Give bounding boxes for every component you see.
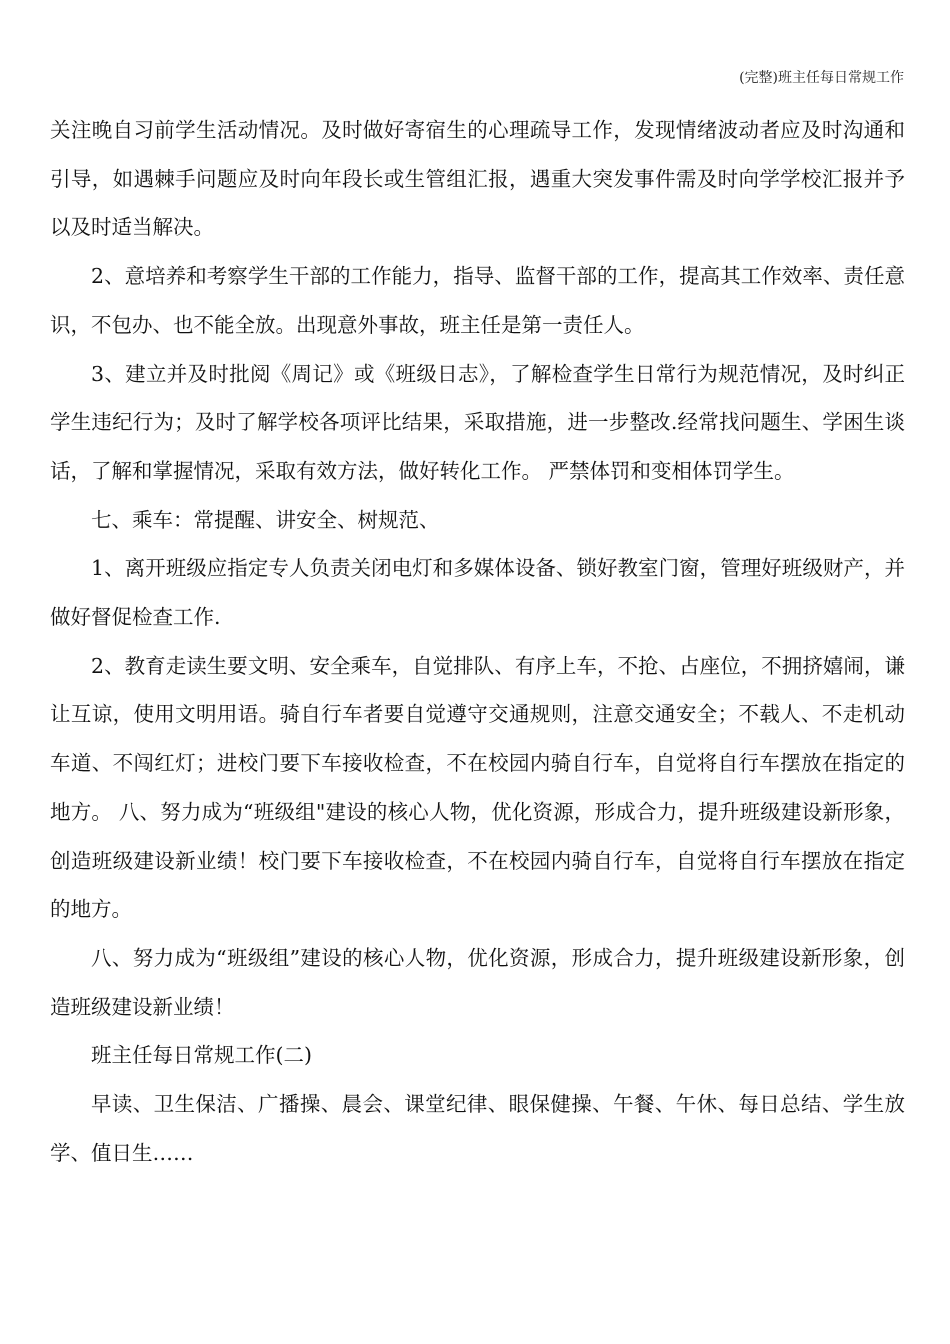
paragraph-item-1-leaving-class: 1、离开班级应指定专人负责关闭电灯和多媒体设备、锁好教室门窗，管理好班级财产，并做好督促检查工作.: [50, 556, 905, 630]
paragraph-continuation: 关注晚自习前学生活动情况。及时做好寄宿生的心理疏导工作，发现情绪波动者应及时沟通和引导，如遇棘手问题应及时向年段长或生管组汇报，遇重大突发事件需及时向学学校汇报并予以及时适当解决。: [50, 118, 905, 240]
paragraph-routine-list: 早读、卫生保洁、广播操、晨会、课堂纪律、眼保健操、午餐、午休、每日总结、学生放学、值日生……: [50, 1092, 905, 1165]
section-heading-riding: 七、乘车：常提醒、讲安全、树规范、: [91, 507, 440, 532]
paragraph-item-3-weekly-journal: 3、建立并及时批阅《周记》或《班级日志》，了解检查学生日常行为规范情况，及时纠正学生违纪行为；及时了解学校各项评比结果，采取措施，进一步整改.经常找问题生、学困生谈话，了解和掌握情况，采取有效方法，做好转化工作。 严禁体罚和变相体罚学生。: [50, 361, 905, 483]
paragraph-item-2-commuters: 2、教育走读生要文明、安全乘车，自觉排队、有序上车，不抢、占座位，不拥挤嬉闹，谦让互谅，使用文明用语。骑自行车者要自觉遵守交通规则，注意交通安全；不载人、不走机动车道、不闯红灯；进校门要下车接收检查，不在校园内骑自行车，自觉将自行车摆放在指定的地方。 八、努力成为“班级组"建设的核心人物，优化资源，形成合力，提升班级建设新形象，创造班级建设新业绩！校门要下车接收检查，不在校园内骑自行车，自觉将自行车摆放在指定的地方。: [50, 653, 905, 922]
running-header: (完整)班主任每日常规工作: [739, 70, 904, 86]
paragraph-item-2-cadre-training: 2、意培养和考察学生干部的工作能力，指导、监督干部的工作，提高其工作效率、责任意识，不包办、也不能全放。出现意外事故，班主任是第一责任人。: [50, 264, 905, 337]
document-body: [50, 106, 905, 1177]
subtitle-daily-routine-two: 班主任每日常规工作(二): [91, 1043, 312, 1068]
section-heading-class-group: 八、努力成为“班级组”建设的核心人物，优化资源，形成合力，提升班级建设新形象，创造班级建设新业绩！: [50, 945, 905, 1019]
